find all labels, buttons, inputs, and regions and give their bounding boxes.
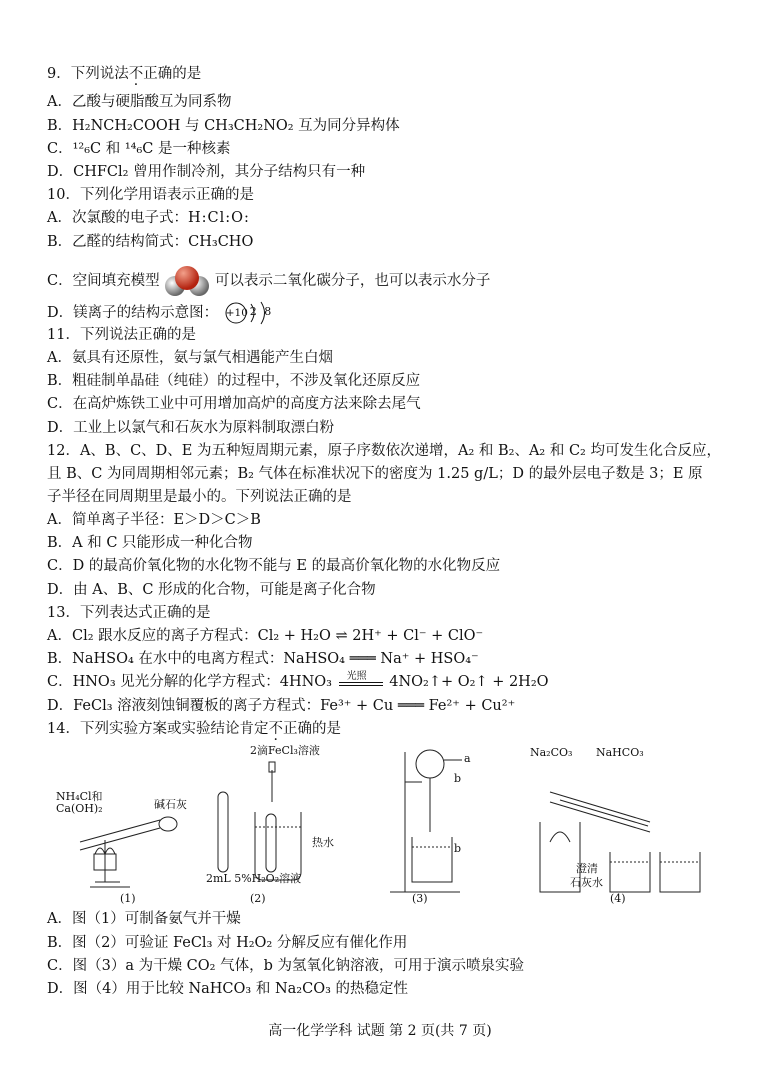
apparatus-drawings [50,742,710,908]
q11-option-b: B．粗硅制单晶硅（纯硅）的过程中，不涉及氧化还原反应 [47,373,421,389]
q10-option-c: C．空间填充模型 可以表示二氧化碳分子，也可以表示水分子 [47,264,490,298]
fig4-label-left: Na₂CO₃ [530,746,573,759]
q14-option-a: A．图（1）可制备氨气并干燥 [47,911,241,927]
q10-option-a: A．次氯酸的电子式：H:Cl:O: [47,210,250,226]
q9-option-d: D．CHFCl₂ 曾用作制冷剂，其分子结构只有一种 [47,164,366,180]
q11-stem: 11．下列说法正确的是 [47,327,196,343]
fig4-caption: (4) [610,892,626,905]
q9-stem: 9．下列说法不正确的是 [47,66,202,82]
q14-option-d: D．图（4）用于比较 NaHCO₃ 和 Na₂CO₃ 的热稳定性 [47,981,408,997]
fig1-label-3: 碱石灰 [154,798,187,811]
fig2-label-water: 热水 [312,836,334,849]
q13-option-c: C．HNO₃ 见光分解的化学方程式：4HNO₃ 光照 4NO₂↑+ O₂↑ + 2H₂O [47,671,549,690]
reaction-condition: 光照 [337,672,385,692]
q10-option-b: B．乙醛的结构简式：CH₃CHO [47,234,254,250]
q11-option-d: D．工业上以氯气和石灰水为原料制取漂白粉 [47,420,335,436]
q12-option-b: B．A 和 C 只能形成一种化合物 [47,535,253,551]
q10-option-d: D．镁离子的结构示意图： +10 2 8 [47,300,279,326]
fig3-label-a: a [464,752,471,765]
fig2-label-bottom: 2mL 5%H₂O₂溶液 [206,872,302,885]
q9-option-a: A．乙酸与硬脂酸互为同系物 [47,94,232,110]
fig4-apparatus [540,792,700,892]
fig3-caption: (3) [412,892,428,905]
fig4-label-lime2: 石灰水 [570,876,603,889]
q9-option-c: C．¹²₆C 和 ¹⁴₆C 是一种核素 [47,141,231,157]
mg-ion-structure-diagram: +10 2 8 [223,300,279,326]
space-filling-model-icon [164,264,210,298]
q12-stem-line1: 12．A、B、C、D、E 为五种短周期元素，原子序数依次递增，A₂ 和 B₂、A₂ 和 C₂ 均可发生化合反应， [47,443,721,459]
q13-option-a: A．Cl₂ 跟水反应的离子方程式：Cl₂ + H₂O ⇌ 2H⁺ + Cl⁻ + ClO⁻ [47,628,484,644]
q14-option-b: B．图（2）可验证 FeCl₃ 对 H₂O₂ 分解反应有催化作用 [47,935,408,951]
fig2-caption: (2) [250,892,266,905]
q12-option-d: D．由 A、B、C 形成的化合物，可能是离子化合物 [47,582,376,598]
fig2-apparatus [218,762,301,880]
fig3-label-b1: b [454,772,462,785]
q13-stem: 13．下列表达式正确的是 [47,605,211,621]
q9-option-b: B．H₂NCH₂COOH 与 CH₃CH₂NO₂ 互为同分异构体 [47,118,400,134]
fig4-label-right: NaHCO₃ [596,746,644,759]
q14-stem: 14．下列实验方案或实验结论肯定不正确的是 [47,721,341,737]
q10-stem: 10．下列化学用语表示正确的是 [47,187,254,203]
electron-formula: H:Cl:O: [187,210,250,226]
q13-option-b: B．NaHSO₄ 在水中的电离方程式：NaHSO₄ ═══ Na⁺ + HSO₄⁻ [47,651,479,667]
fig1-label-2: Ca(OH)₂ [56,802,103,815]
q11-option-a: A．氨具有还原性，氨与氯气相遇能产生白烟 [47,350,333,366]
fig3-apparatus [390,750,462,892]
page-footer: 高一化学学科 试题 第 2 页(共 7 页) [268,1023,492,1039]
fig1-label-1: NH₄Cl和 [56,790,103,803]
fig3-label-b2: b [454,842,462,855]
fig2-label-top: 2滴FeCl₃溶液 [250,744,320,757]
fig4-label-lime1: 澄清 [576,862,598,875]
fig1-caption: (1) [120,892,136,905]
emphasis-dot: 不 [268,721,283,737]
q12-stem-line3: 子半径在同周期里是最小的。下列说法正确的是 [47,489,352,505]
experiment-figures [50,742,710,908]
q12-option-a: A．简单离子半径：E＞D＞C＞B [47,512,261,528]
q12-stem-line2: 且 B、C 为同周期相邻元素；B₂ 气体在标准状况下的密度为 1.25 g/L；D 的最外层电子数是 3；E 原 [47,466,703,482]
q14-option-c: C．图（3）a 为干燥 CO₂ 气体，b 为氢氧化钠溶液，可用于演示喷泉实验 [47,958,524,974]
q12-option-c: C．D 的最高价氧化物的水化物不能与 E 的最高价氧化物的水化物反应 [47,558,501,574]
q11-option-c: C．在高炉炼铁工业中可用增加高炉的高度方法来除去尾气 [47,396,421,412]
fig1-apparatus [80,817,177,887]
emphasis-dot: 不 [128,66,144,82]
q13-option-d: D．FeCl₃ 溶液刻蚀铜覆板的离子方程式：Fe³⁺ + Cu ═══ Fe²⁺ + Cu²⁺ [47,698,516,714]
